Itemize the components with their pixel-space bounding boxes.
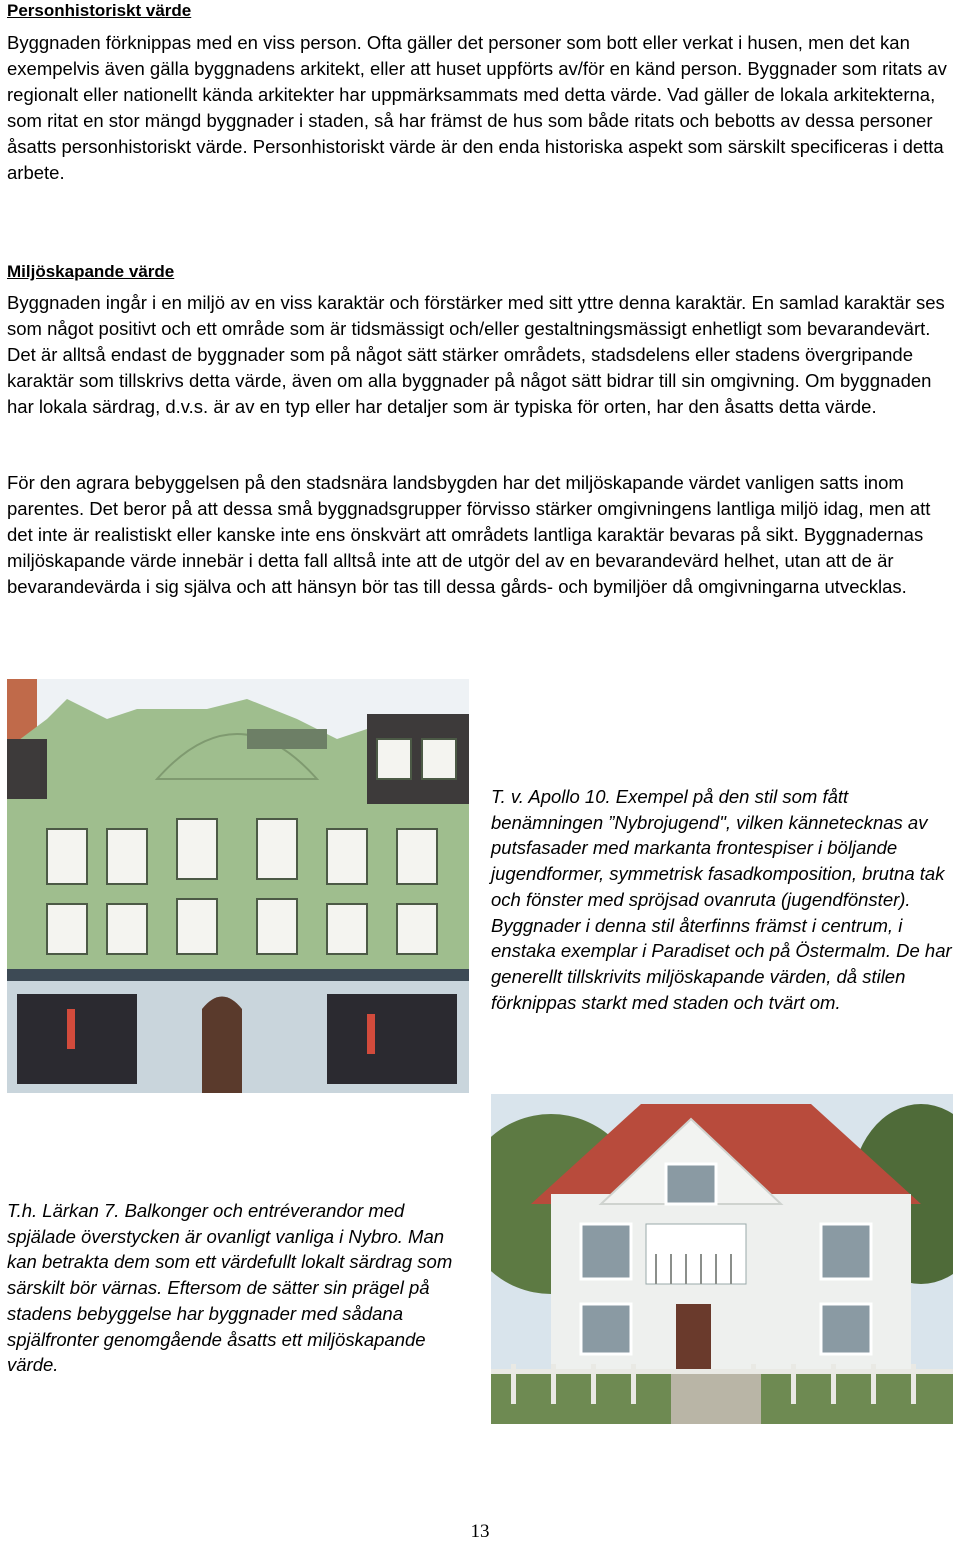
paragraph-miljoskapande-1: Byggnaden ingår i en miljö av en viss karaktär och förstärker med sitt yttre denna karaktär. En samlad karaktär ses som något positivt och ett område som är tidsmässigt och/eller gestaltningsmässigt enhetligt som bevarandevärt. Det är alltså endast de byggnader som på något sätt stärker områdets, stadsdelens eller stadens övergripande karaktär som tillskrivs detta värde, även om alla byggnader på något sätt bidrar till sin omgivning. Om byggnaden har lokala särdrag, d.v.s. är av en typ eller har detaljer som är typiska för orten, har den åsatts detta värde. — [7, 292, 945, 417]
page-number: 13 — [470, 1521, 490, 1542]
section-heading-miljoskapande: Miljöskapande värde — [7, 262, 175, 281]
photo-apollo-10 — [7, 679, 469, 1093]
paragraph-personhistoriskt: Byggnaden förknippas med en viss person. Ofta gäller det personer som bott eller verkat i husen, men det kan exempelvis även gälla byggnadens arkitekt, eller att huset uppförts av/för en känd person. Byggnader som ritats av regionalt eller nationellt kända arkitekter har uppmärksammats med detta värde. Vad gäller de lokala arkitekterna, som ritat en stor mängd byggnader i staden, så har främst de hus som både ritats och bebotts av dessa personer åsatts personhistoriskt värde. Personhistoriskt värde är den enda historiska aspekt som särskilt specificeras i detta arbete. — [7, 32, 947, 183]
caption-apollo-10: T. v. Apollo 10. Exempel på den stil som fått benämningen ”Nybrojugend", vilken kännetecknas av putsfasader med markanta frontespiser i böljande jugendformer, symmetrisk fasadkomposition, brutna tak och fönster med spröjsad ovanruta (jugendfönster). Byggnader i denna stil återfinns främst i centrum, i enstaka exemplar i Paradiset och på Östermalm. De har generellt tillskrivits miljöskapande värden, då stilen förknippas starkt med staden och tvärt om. — [491, 786, 952, 1013]
section-heading-personhistoriskt: Personhistoriskt värde — [7, 1, 192, 20]
paragraph-miljoskapande-2: För den agrara bebyggelsen på den stadsnära landsbygden har det miljöskapande värdet vanligen satts inom parentes. Det beror på att dessa små byggnadsgrupper förvisso stärker omgivningens lantliga miljö idag, men att det inte är realistiskt eller kanske inte ens önskvärt att områdets lantliga karaktär bevaras på sikt. Byggnadernas miljöskapande värde innebär i detta fall alltså inte att de utgör del av en bevarandevärd helhet, utan att de är bevarandevärda i sig själva och att hänsyn bör tas till dessa gårds- och bymiljöer då omgivningarna utvecklas. — [7, 472, 931, 597]
photo-larkan-7 — [491, 1094, 953, 1424]
caption-larkan-7: T.h. Lärkan 7. Balkonger och entréverandor med spjälade överstycken är ovanligt vanliga i Nybro. Man kan betrakta dem som ett värdefullt lokalt särdrag som särskilt bör värnas. Eftersom de sätter sin prägel på stadens bebyggelse har byggnader med sådana spjälfronter genomgående åsatts ett miljöskapande värde. — [7, 1200, 453, 1376]
